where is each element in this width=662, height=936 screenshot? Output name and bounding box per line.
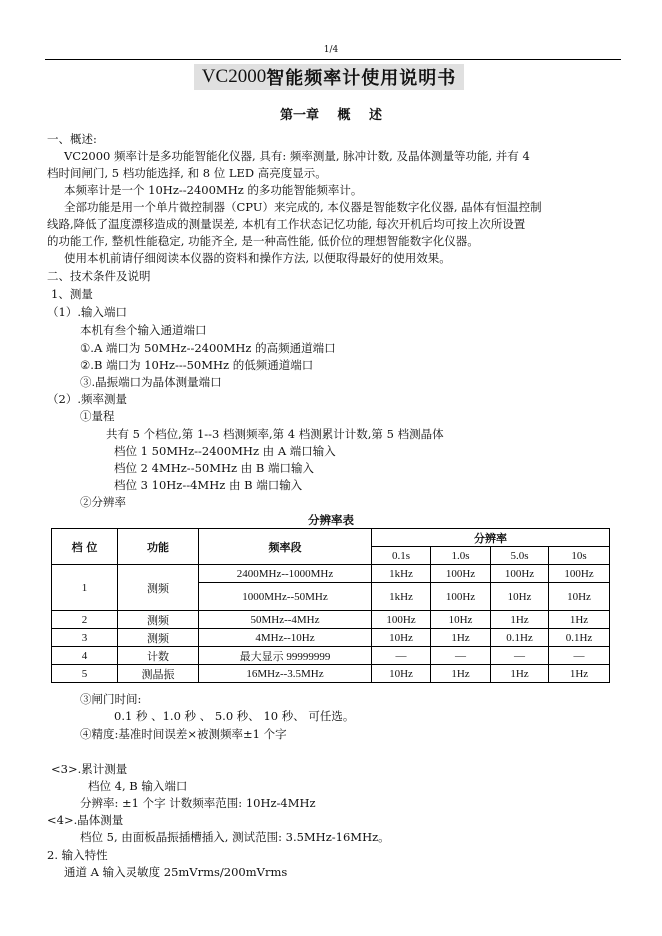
cell-gear: 5 (52, 665, 118, 683)
header-resolution: 分辨率 (372, 529, 610, 547)
range-item: 档位 1 50MHz--2400MHz 由 A 端口输入 (114, 444, 336, 458)
resolution-table (51, 528, 610, 683)
cell-value: 1Hz (491, 611, 549, 629)
cell-value: 100Hz (431, 583, 491, 611)
cell-band: 2400MHz--1000MHz (199, 565, 372, 583)
header-gear: 档 位 (52, 529, 118, 565)
cell-band: 16MHz--3.5MHz (199, 665, 372, 683)
freq-measure-heading: （2）.频率测量 (47, 392, 127, 406)
document-title (194, 64, 464, 90)
cell-band: 4MHz--10Hz (199, 629, 372, 647)
cell-value: 1Hz (549, 611, 610, 629)
range-item: 档位 2 4MHz--50MHz 由 B 端口输入 (114, 461, 314, 475)
cell-band: 最大显示 99999999 (199, 647, 372, 665)
cell-value: 1Hz (431, 665, 491, 683)
input-port-item: ②.B 端口为 10Hz---50MHz 的低频通道端口 (80, 358, 314, 372)
accuracy-line: ④精度:基准时间误差×被测频率±1 个字 (80, 727, 287, 741)
range-item: 档位 3 10Hz--4MHz 由 B 端口输入 (114, 478, 303, 492)
header-gate-time: 10s (549, 547, 610, 565)
cell-value: 10Hz (491, 583, 549, 611)
table-row (52, 647, 610, 665)
header-function: 功能 (118, 529, 199, 565)
crystal-measure-line: 档位 5, 由面板晶振插槽插入, 测试范围: 3.5MHz-16MHz。 (80, 830, 390, 844)
cell-value: 1kHz (372, 565, 431, 583)
cell-function: 测频 (118, 565, 199, 611)
overview-paragraph: 本频率计是一个 10Hz--2400MHz 的多功能智能频率计。 (64, 183, 363, 197)
cell-gear: 3 (52, 629, 118, 647)
input-port-item: ①.A 端口为 50MHz--2400MHz 的高频通道端口 (80, 341, 336, 355)
overview-paragraph: 的功能工作, 整机性能稳定, 功能齐全, 是一种高性能, 低价位的理想智能数字化仪器。 (47, 234, 479, 248)
cell-value: 10Hz (372, 629, 431, 647)
cell-value: 0.1Hz (549, 629, 610, 647)
cell-value: — (431, 647, 491, 665)
cell-value: — (372, 647, 431, 665)
overview-paragraph: 全部功能是用一个单片微控制器（CPU）来完成的, 本仪器是智能数字化仪器, 晶体有恒温控制 (64, 200, 542, 214)
cell-value: — (549, 647, 610, 665)
overview-heading: 一、概述: (47, 132, 97, 146)
cell-gear: 1 (52, 565, 118, 611)
table-row (52, 665, 610, 683)
cell-value: 100Hz (372, 611, 431, 629)
page-number: 1/4 (323, 45, 339, 55)
cell-gear: 4 (52, 647, 118, 665)
chapter-heading: 第一章 概 述 (279, 108, 383, 123)
cell-value: 10Hz (431, 611, 491, 629)
cell-value: — (491, 647, 549, 665)
range-heading: ①量程 (80, 409, 115, 423)
range-description: 共有 5 个档位,第 1--3 档测频率,第 4 档测累计计数,第 5 档测晶体 (106, 427, 444, 441)
count-measure-heading: <3>.累计测量 (51, 762, 128, 776)
cell-gear: 2 (52, 611, 118, 629)
cell-value: 1kHz (372, 583, 431, 611)
header-gate-time: 0.1s (372, 547, 431, 565)
cell-function: 测频 (118, 629, 199, 647)
table-row (52, 629, 610, 647)
cell-value: 1Hz (549, 665, 610, 683)
cell-value: 10Hz (549, 583, 610, 611)
cell-value: 100Hz (491, 565, 549, 583)
cell-value: 100Hz (431, 565, 491, 583)
cell-function: 测频 (118, 611, 199, 629)
input-port-intro: 本机有叁个输入通道端口 (80, 323, 207, 337)
crystal-measure-heading: <4>.晶体测量 (47, 813, 124, 827)
cell-value: 100Hz (549, 565, 610, 583)
header-gate-time: 1.0s (431, 547, 491, 565)
cell-value: 10Hz (372, 665, 431, 683)
count-measure-line: 分辨率: ±1 个字 计数频率范围: 10Hz-4MHz (80, 796, 316, 810)
measure-heading: 1、测量 (51, 287, 93, 301)
input-port-item: ③.晶振端口为晶体测量端口 (80, 375, 222, 389)
cell-function: 计数 (118, 647, 199, 665)
input-port-heading: （1）.输入端口 (47, 305, 127, 319)
cell-band: 1000MHz--50MHz (199, 583, 372, 611)
table-row (52, 611, 610, 629)
overview-paragraph: 档时间闸门, 5 档功能选择, 和 8 位 LED 高亮度显示。 (47, 166, 327, 180)
title-model: VC2000 (201, 66, 267, 87)
header-rule (45, 59, 621, 60)
input-char-line: 通道 A 输入灵敏度 25mVrms/200mVrms (64, 865, 288, 879)
specs-heading: 二、技术条件及说明 (47, 269, 151, 283)
resolution-heading: ②分辨率 (80, 495, 126, 509)
table-caption: 分辨率表 (308, 513, 354, 527)
cell-value: 1Hz (491, 665, 549, 683)
title-text: 智能频率计使用说明书 (266, 68, 457, 89)
cell-band: 50MHz--4MHz (199, 611, 372, 629)
header-band: 频率段 (199, 529, 372, 565)
cell-value: 1Hz (431, 629, 491, 647)
header-gate-time: 5.0s (491, 547, 549, 565)
cell-value: 0.1Hz (491, 629, 549, 647)
input-char-heading: 2. 输入特性 (47, 848, 108, 862)
overview-paragraph: VC2000 频率计是多功能智能化仪器, 具有: 频率测量, 脉冲计数, 及晶体测量等功能, 并有 4 (64, 149, 530, 163)
cell-function: 测晶振 (118, 665, 199, 683)
count-measure-line: 档位 4, B 输入端口 (88, 779, 188, 793)
table-row (52, 565, 610, 583)
overview-paragraph: 使用本机前请仔细阅读本仪器的资料和操作方法, 以便取得最好的使用效果。 (64, 251, 451, 265)
gate-time-values: 0.1 秒 、1.0 秒 、 5.0 秒、 10 秒、 可任选。 (114, 709, 355, 723)
overview-paragraph: 线路,降低了温度漂移造成的测量误差, 本机有工作状态记忆功能, 每次开机后均可按上次所设置 (47, 217, 526, 231)
gate-time-heading: ③闸门时间: (80, 692, 142, 706)
